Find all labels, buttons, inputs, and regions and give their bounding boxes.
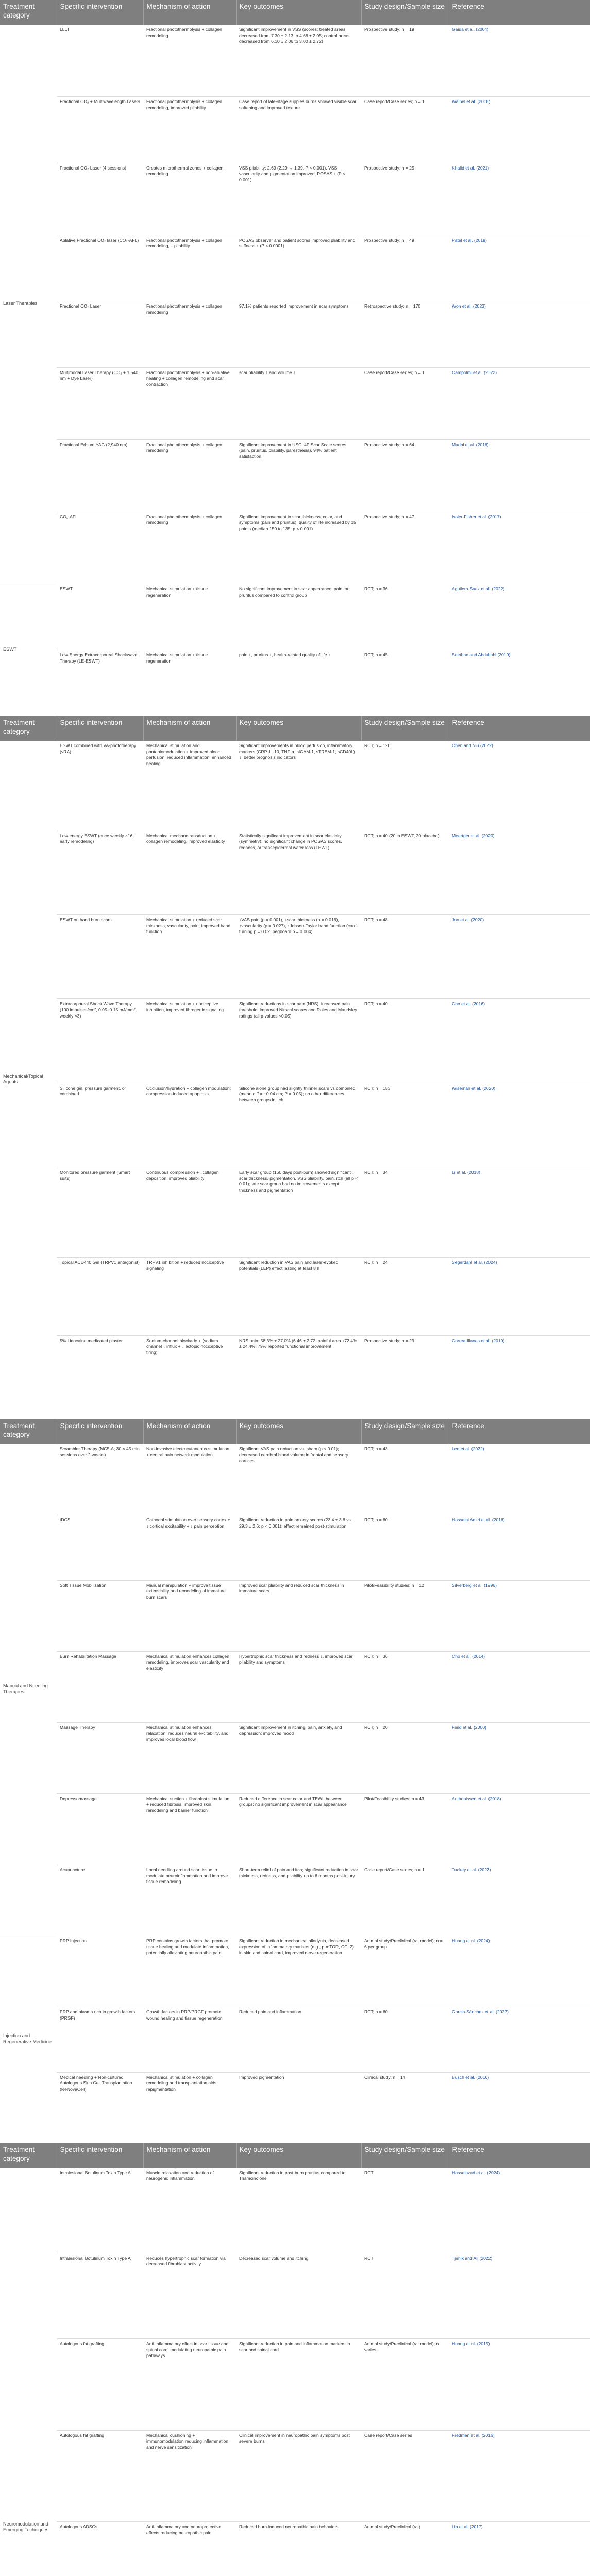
header-study-design: Study design/Sample size [361, 1419, 449, 1444]
header-treatment-category: Treatment category [0, 1419, 57, 1444]
intervention-cell: Fractional CO₂ + Multiwavelength Lasers [57, 97, 143, 163]
header-study-design: Study design/Sample size [361, 2143, 449, 2168]
study-design-cell: Prospective study; n = 49 [361, 235, 449, 301]
outcomes-cell: Improved scar pliability and reduced scar thickness in immature scars [236, 1580, 361, 1651]
reference-link[interactable]: Busch et al. (2016) [452, 2074, 490, 2080]
intervention-cell: Ablative Fractional CO₂ laser (CO₂-AFL) [57, 235, 143, 301]
table-row [0, 2072, 590, 2143]
reference-cell [449, 301, 590, 368]
outcomes-cell: Early scar group (160 days post-burn) showed significant ↓ scar thickness, pigmentation, VSS pliability, pain, itch (all p < 0.01); late scar group had no improvements except thickness and pigmentation [236, 1167, 361, 1258]
table-row [0, 1865, 590, 1936]
reference-link[interactable]: Hosseinzad et al. (2024) [452, 2170, 500, 2175]
outcomes-cell: Hypertrophic scar thickness and redness ↓, improved scar pliability and symptoms [236, 1651, 361, 1722]
reference-cell [449, 1335, 590, 1419]
reference-cell [449, 2007, 590, 2073]
reference-link[interactable]: Wiseman et al. (2020) [452, 1085, 496, 1091]
mechanism-cell: Fractional photothermolysis + collagen remodeling, improved pliability [143, 97, 236, 163]
reference-link[interactable]: Gaida et al. (2004) [452, 27, 489, 32]
study-design-cell: RCT; n = 40 (20 in ESWT, 20 placebo) [361, 831, 449, 914]
intervention-cell: Silicone gel, pressure garment, or combined [57, 1083, 143, 1167]
reference-link[interactable]: Field et al. (2000) [452, 1724, 486, 1730]
mechanism-cell: Mechanical stimulation enhances relaxation, reduces neural excitability, and improves local blood flow [143, 1722, 236, 1793]
study-design-cell: RCT; n = 34 [361, 1167, 449, 1258]
intervention-cell: Autologous ADSCs [57, 2522, 143, 2576]
outcomes-cell: Significant reductions in scar pain (NRS), increased pain threshold, improved Nirschl scores and Roles and Maudsley ratings (all p-values <0.05) [236, 999, 361, 1083]
reference-cell [449, 97, 590, 163]
header-study-design: Study design/Sample size [361, 0, 449, 25]
study-design-cell: Animal study/Preclinical (rat) [361, 2522, 449, 2576]
outcomes-cell: 97.1% patients reported improvement in scar symptoms [236, 301, 361, 368]
intervention-cell: Fractional CO₂ Laser [57, 301, 143, 368]
header-mechanism: Mechanism of action [143, 1419, 236, 1444]
table-row [0, 1722, 590, 1793]
reference-link[interactable]: Anthonissen et al. (2018) [452, 1795, 501, 1801]
reference-cell [449, 2338, 590, 2430]
study-design-cell: RCT; n = 60 [361, 2007, 449, 2073]
study-design-cell: Case report/Case series; n = 1 [361, 97, 449, 163]
header-reference: Reference [449, 0, 590, 25]
mechanism-cell: Cathodal stimulation over sensory cortex ± ↓ cortical excitability + ↓ pain perception [143, 1515, 236, 1581]
reference-cell [449, 367, 590, 439]
intervention-cell: CO₂-AFL [57, 512, 143, 584]
reference-link[interactable]: Issler-Fisher et al. (2017) [452, 514, 501, 519]
intervention-cell: Fractional CO₂ Laser (4 sessions) [57, 163, 143, 235]
intervention-cell: LLLT [60, 27, 70, 32]
intervention-cell: Soft Tissue Mobilization [57, 1580, 143, 1651]
header-reference: Reference [449, 1419, 590, 1444]
table-row [0, 915, 590, 999]
study-design-cell: RCT [361, 2253, 449, 2338]
reference-link[interactable]: Tjeriik and Ali (2022) [452, 2255, 493, 2261]
reference-link[interactable]: Tuckey et al. (2022) [452, 1867, 491, 1872]
study-design-cell: Case report/Case series; n = 1 [361, 367, 449, 439]
outcomes-cell: Significant reduction in pain and inflammation markers in scar and spinal cord [236, 2338, 361, 2430]
reference-cell [449, 1936, 590, 2007]
reference-link[interactable]: Lee et al. (2022) [452, 1446, 484, 1451]
table-row [0, 741, 590, 831]
intervention-cell: Intralesional Botulinum Toxin Type A [60, 2170, 131, 2175]
reference-link[interactable]: Segerdahl et al. (2024) [452, 1259, 497, 1265]
reference-link[interactable]: Cho et al. (2016) [452, 1001, 485, 1007]
reference-cell [449, 1793, 590, 1865]
table-row [0, 2253, 590, 2338]
table-row [0, 1936, 590, 2007]
outcomes-cell: Significant reduction in VAS pain and laser-evoked potentials (LEP) effect lasting at least 8 h [236, 1257, 361, 1335]
mechanism-cell: Non-invasive electrocutaneous stimulation + central pain network modulation [146, 1446, 229, 1458]
reference-cell [449, 1257, 590, 1335]
table-row [0, 1793, 590, 1865]
intervention-cell: Low-Energy Extracorporeal Shockwave Therapy (LE-ESWT) [57, 650, 143, 716]
table-row [0, 650, 590, 716]
treatment-category-cell: Neuromodulation and Emerging Techniques [3, 2521, 49, 2533]
table-row [0, 97, 590, 163]
mechanism-cell: Growth factors in PRP/PRGF promote wound healing and tissue regeneration [143, 2007, 236, 2073]
reference-cell [449, 1515, 590, 1581]
intervention-cell: Extracorporeal Shock Wave Therapy (100 impulses/cm², 0.05–0.15 mJ/mm², weekly ×3) [57, 999, 143, 1083]
table-row [0, 439, 590, 512]
table-row [0, 367, 590, 439]
header-mechanism: Mechanism of action [143, 716, 236, 741]
evidence-table-section-2 [0, 716, 590, 1419]
study-design-cell: RCT; n = 20 [361, 1722, 449, 1793]
intervention-cell: Autologous fat grafting [57, 2338, 143, 2430]
mechanism-cell: Anti-inflammatory and neuroprotective effects reducing neuropathic pain [143, 2522, 236, 2576]
mechanism-cell: Mechanical stimulation + tissue regeneration [143, 650, 236, 716]
outcomes-cell: Silicone alone group had slightly thinner scars vs combined (mean diff = −0.04 cm; P = 0.05); no other differences between groups in itch [236, 1083, 361, 1167]
reference-cell [449, 439, 590, 512]
mechanism-cell: Fractional photothermolysis + collagen remodeling, ↓ pliability [143, 235, 236, 301]
reference-link[interactable]: Aguilera-Saez et al. (2022) [452, 586, 505, 591]
reference-link[interactable]: Waibel et al. (2018) [452, 99, 491, 105]
reference-cell [449, 1167, 590, 1258]
table-header-row [0, 0, 590, 25]
outcomes-cell: Significant VAS pain reduction vs. sham (p < 0.01); decreased cerebral blood volume in frontal and sensory cortices [239, 1446, 348, 1464]
treatment-category-cell: Injection and Regenerative Medicine [0, 1936, 57, 2143]
reference-cell [449, 999, 590, 1083]
table-row [0, 2430, 590, 2522]
reference-cell [449, 741, 590, 831]
study-design-cell: RCT; n = 40 [361, 999, 449, 1083]
table-row [0, 1444, 590, 1515]
intervention-cell: Medical needling + Non-cultured Autologous Skin Cell Transplantation (ReNovaCell) [57, 2072, 143, 2143]
reference-cell [449, 1580, 590, 1651]
mechanism-cell: Reduces hypertrophic scar formation via decreased fibroblast activity [143, 2253, 236, 2338]
table-header-row [0, 1419, 590, 1444]
mechanism-cell: Manual manipulation + improve tissue extensibility and remodeling of immature burn scars [143, 1580, 236, 1651]
table-row [0, 2338, 590, 2430]
study-design-cell: RCT; n = 48 [361, 915, 449, 999]
intervention-cell: Scrambler Therapy (MC5-A; 30 × 45 min sessions over 2 weeks) [60, 1446, 140, 1458]
mechanism-cell: Local needling around scar tissue to modulate neuroinflammation and improve tissue remodeling [143, 1865, 236, 1936]
outcomes-cell: Significant improvement in VSS (scores: treated areas decreased from 7.30 ± 2.13 to 4.68 ± 2.05; control areas decreased from 6.10 ± 2.06 to 3.00 ± 2.72) [239, 27, 350, 44]
reference-link[interactable]: Won et al. (2023) [452, 303, 486, 309]
outcomes-cell: ↓VAS pain (p = 0.001), ↓scar thickness (p = 0.016), ↑vascularity (p = 0.027), ↑Jebsen-Taylor hand function (card-turning p = 0.02, pegboard p = 0.004) [236, 915, 361, 999]
mechanism-cell: Occlusion/hydration + collagen modulation; compression-induced apoptosis [143, 1083, 236, 1167]
table-row [0, 999, 590, 1083]
table-row [0, 1335, 590, 1419]
study-design-cell: RCT; n = 24 [361, 1257, 449, 1335]
outcomes-cell: Reduced pain and inflammation [236, 2007, 361, 2073]
reference-link[interactable]: Khalid et al. (2021) [452, 165, 490, 171]
reference-cell [449, 2072, 590, 2143]
outcomes-cell: Case report of late-stage supples burns showed visible scar softening and improved texture [236, 97, 361, 163]
mechanism-cell: Fractional photothermolysis + collagen remodeling [143, 439, 236, 512]
reference-cell [449, 2168, 590, 2253]
evidence-table-section-1 [0, 0, 590, 716]
intervention-cell: PRP Injection [57, 1936, 143, 2007]
outcomes-cell: Significant reduction in mechanical allodynia, decreased expression of inflammatory markers (e.g., p-mTOR, CCL2) in skin and spinal cord, improved nerve regeneration [236, 1936, 361, 2007]
reference-cell [449, 1651, 590, 1722]
table-row [0, 301, 590, 368]
table-row [0, 584, 590, 650]
header-specific-intervention: Specific intervention [57, 716, 143, 741]
study-design-cell: Animal study/Preclinical (rat model); n varies [361, 2338, 449, 2430]
outcomes-cell: Significant reduction in pain anxiety scores (23.4 ± 3.8 vs. 29.3 ± 2.6; p < 0.001); effect remained post-stimulation [236, 1515, 361, 1581]
header-key-outcomes: Key outcomes [236, 0, 361, 25]
reference-link[interactable]: Huang et al. (2015) [452, 2341, 490, 2346]
reference-cell [449, 2253, 590, 2338]
reference-cell [449, 584, 590, 650]
header-reference: Reference [449, 2143, 590, 2168]
evidence-table-section-3 [0, 1419, 590, 2143]
reference-cell [449, 1083, 590, 1167]
outcomes-cell: Significant improvements in blood perfusion, inflammatory markers (CRP, IL-10, TNF-α, sICAM-1, sTREM-1, sCD40L) ↓, better prognosis indicators [239, 742, 355, 760]
treatment-category-cell: ESWT [0, 584, 57, 716]
intervention-cell: ESWT on hand burn scars [57, 915, 143, 999]
mechanism-cell: Fractional photothermolysis + collagen remodeling [143, 301, 236, 368]
intervention-cell: Low-energy ESWT (once weekly ×16; early remodeling) [57, 831, 143, 914]
intervention-cell: Multimodal Laser Therapy (CO₂ + 1,540 nm + Dye Laser) [57, 367, 143, 439]
treatment-category-cell: Mechanical/Topical Agents [3, 1073, 43, 1085]
study-design-cell: Case report/Case series; n = 1 [361, 1865, 449, 1936]
mechanism-cell: Creates microthermal zones + collagen remodeling [143, 163, 236, 235]
mechanism-cell: Sodium-channel blockade + (sodium channel ↓ influx + ↓ ectopic nociceptive firing) [143, 1335, 236, 1419]
header-treatment-category: Treatment category [0, 716, 57, 741]
table-row [0, 512, 590, 584]
reference-cell [449, 1722, 590, 1793]
study-design-cell: RCT; n = 43 [364, 1446, 388, 1451]
mechanism-cell: TRPV1 inhibition + reduced nociceptive signaling [143, 1257, 236, 1335]
mechanism-cell: Mechanical stimulation + nociceptive inhibition, improved fibrogenic signaling [143, 999, 236, 1083]
intervention-cell: Depressomassage [57, 1793, 143, 1865]
intervention-cell: tDCS [57, 1515, 143, 1581]
header-key-outcomes: Key outcomes [236, 2143, 361, 2168]
intervention-cell: Topical ACD440 Gel (TRPV1 antagonist) [57, 1257, 143, 1335]
reference-cell [449, 1865, 590, 1936]
study-design-cell: Animal study/Preclinical (rat model); n = 6 per group [361, 1936, 449, 2007]
reference-cell [449, 915, 590, 999]
intervention-cell: Monitored pressure garment (Smart suits) [57, 1167, 143, 1258]
study-design-cell: Pilot/Feasibility studies; n = 12 [361, 1580, 449, 1651]
mechanism-cell: Fractional photothermolysis + non-ablative heating + collagen remodeling and scar contraction [143, 367, 236, 439]
mechanism-cell: Fractional photothermolysis + collagen remodeling [146, 27, 222, 38]
reference-cell [449, 1444, 590, 1515]
table-row [0, 1515, 590, 1581]
study-design-cell: RCT; n = 120 [364, 742, 391, 748]
reference-cell [449, 235, 590, 301]
table-row [0, 1257, 590, 1335]
mechanism-cell: Mechanical stimulation + collagen remodeling and transplantation aids repigmentation [143, 2072, 236, 2143]
header-specific-intervention: Specific intervention [57, 2143, 143, 2168]
reference-link[interactable]: Correa-Illanes et al. (2019) [452, 1337, 505, 1343]
outcomes-cell: POSAS observer and patient scores improved pliability and stiffness ↑ (P < 0.0001) [236, 235, 361, 301]
treatment-category-cell: Manual and Needling Therapies [3, 1683, 48, 1695]
outcomes-cell: VSS pliability: 2.69 (2.29 → 1.39, P < 0.001), VSS vascularity and pigmentation improved, POSAS ↓ (P < 0.001) [236, 163, 361, 235]
study-design-cell: RCT [364, 2170, 374, 2175]
header-specific-intervention: Specific intervention [57, 0, 143, 25]
intervention-cell: ESWT combined with VA-phototherapy (vRA) [60, 742, 137, 754]
evidence-table-section-4 [0, 2143, 590, 2576]
reference-cell [449, 2522, 590, 2576]
table-row [0, 163, 590, 235]
reference-link[interactable]: Lin et al. (2017) [452, 2524, 483, 2530]
outcomes-cell: Short-term relief of pain and itch; significant reduction in scar thickness, redness, and pliability up to 6 months post-injury [236, 1865, 361, 1936]
table-row [0, 1167, 590, 1258]
intervention-cell: 5% Lidocaine medicated plaster [57, 1335, 143, 1419]
mechanism-cell: PRP contains growth factors that promote tissue healing and modulate inflammation, potentially alleviating neuropathic pain [143, 1936, 236, 2007]
mechanism-cell: Mechanical suction + fibroblast stimulation + reduced fibrosis, improved skin remodeling and barrier function [143, 1793, 236, 1865]
reference-link[interactable]: Chen and Niu (2022) [452, 742, 493, 748]
reference-link[interactable]: Cho et al. (2014) [452, 1653, 485, 1659]
study-design-cell: Case report/Case series [361, 2430, 449, 2522]
outcomes-cell: Significant reduction in post-burn pruritus compared to Triamcinolone [239, 2170, 346, 2181]
outcomes-cell: Clinical improvement in neuropathic pain symptoms post severe burns [236, 2430, 361, 2522]
mechanism-cell: Anti-inflammatory effect in scar tissue and spinal cord, modulating neuropathic pain pathways [143, 2338, 236, 2430]
table-row [0, 831, 590, 914]
table-header-row [0, 2143, 590, 2168]
reference-link[interactable]: Hosseini Amiri et al. (2016) [452, 1517, 505, 1523]
study-design-cell: Prospective study; n = 64 [361, 439, 449, 512]
study-design-cell: Clinical study; n = 14 [361, 2072, 449, 2143]
reference-cell [449, 512, 590, 584]
reference-link[interactable]: Huang et al. (2024) [452, 1938, 490, 1944]
header-mechanism: Mechanism of action [143, 2143, 236, 2168]
reference-link[interactable]: Meertger et al. (2020) [452, 833, 495, 838]
reference-link[interactable]: Campolmi et al. (2022) [452, 369, 497, 375]
header-treatment-category: Treatment category [0, 0, 57, 25]
reference-link[interactable]: Seethan and Abdullahi (2019) [452, 652, 511, 658]
reference-link[interactable]: Fredman et al. (2016) [452, 2432, 495, 2438]
header-mechanism: Mechanism of action [143, 0, 236, 25]
study-design-cell: Prospective study; n = 29 [361, 1335, 449, 1419]
table-row [0, 2522, 590, 2576]
intervention-cell: Intralesional Botulinum Toxin Type A [57, 2253, 143, 2338]
header-treatment-category: Treatment category [0, 2143, 57, 2168]
reference-cell [449, 650, 590, 716]
mechanism-cell: Continuous compression + ↓collagen deposition, improved pliability [143, 1167, 236, 1258]
table-row [0, 2168, 590, 2253]
mechanism-cell: Muscle relaxation and reduction of neurogenic inflammation [146, 2170, 214, 2181]
study-design-cell: RCT; n = 153 [361, 1083, 449, 1167]
intervention-cell: Burn Rehabilitation Massage [57, 1651, 143, 1722]
outcomes-cell: Decreased scar volume and itching [236, 2253, 361, 2338]
study-design-cell: RCT; n = 60 [361, 1515, 449, 1581]
outcomes-cell: Improved pigmentation [236, 2072, 361, 2143]
reference-link[interactable]: Patel et al. (2019) [452, 237, 487, 243]
reference-cell [449, 25, 590, 97]
mechanism-cell: Mechanical stimulation enhances collagen remodeling, improves scar vascularity and elasticity [143, 1651, 236, 1722]
outcomes-cell: Significant improvement in USC, 4P Scar Scale scores (pain, pruritus, pliability, paresthesia), 94% patient satisfaction [236, 439, 361, 512]
intervention-cell: PRP and plasma rich in growth factors (PRGF) [57, 2007, 143, 2073]
study-design-cell: Retrospective study; n = 170 [361, 301, 449, 368]
reference-link[interactable]: Li et al. (2018) [452, 1170, 480, 1175]
table-row [0, 1083, 590, 1167]
treatment-category-cell: Laser Therapies [3, 300, 38, 306]
outcomes-cell: Significant improvement in scar thickness, color, and symptoms (pain and pruritus), quality of life increased by 15 points (median 150 to 135; p < 0.001) [236, 512, 361, 584]
outcomes-cell: scar pliability ↑ and volume ↓ [236, 367, 361, 439]
study-design-cell: RCT; n = 36 [361, 584, 449, 650]
reference-cell [449, 831, 590, 914]
header-key-outcomes: Key outcomes [236, 1419, 361, 1444]
table-row [0, 2007, 590, 2073]
table-row [0, 1580, 590, 1651]
header-specific-intervention: Specific intervention [57, 1419, 143, 1444]
mechanism-cell: Mechanical stimulation and photobiomodulation + improved blood perfusion, reduced inflammation, enhanced healing [146, 742, 231, 766]
mechanism-cell: Mechanical mechanotransduction + collagen remodeling, improved elasticity [143, 831, 236, 914]
study-design-cell: Pilot/Feasibility studies; n = 43 [361, 1793, 449, 1865]
mechanism-cell: Mechanical stimulation + reduced scar thickness, vascularity, pain, improved hand function [143, 915, 236, 999]
mechanism-cell: Mechanical cushioning + immunomodulation reducing inflammation and nerve sensitization [143, 2430, 236, 2522]
table-row [0, 25, 590, 97]
reference-link[interactable]: Garcia-Sánchez et al. (2022) [452, 2009, 509, 2015]
table-header-row [0, 716, 590, 741]
outcomes-cell: Statistically significant improvement in scar elasticity (symmetry); no significant change in POSAS scores, redness, or transepidermal water loss (TEWL) [236, 831, 361, 914]
reference-link[interactable]: Silverberg et al. (1996) [452, 1582, 497, 1588]
study-design-cell: Prospective study; n = 25 [361, 163, 449, 235]
intervention-cell: ESWT [57, 584, 143, 650]
outcomes-cell: Reduced burn-induced neuropathic pain behaviors [236, 2522, 361, 2576]
study-design-cell: RCT; n = 36 [361, 1651, 449, 1722]
reference-link[interactable]: Joo et al. (2020) [452, 917, 484, 923]
table-row [0, 235, 590, 301]
reference-link[interactable]: Madni et al. (2016) [452, 442, 489, 447]
intervention-cell: Autologous fat grafting [57, 2430, 143, 2522]
study-design-cell: Prospective study; n = 19 [364, 27, 414, 32]
study-design-cell: Prospective study; n = 47 [361, 512, 449, 584]
outcomes-cell: Significant improvement in itching, pain, anxiety, and depression; improved mood [236, 1722, 361, 1793]
outcomes-cell: No significant improvement in scar appearance, pain, or pruritus compared to control group [236, 584, 361, 650]
outcomes-cell: NRS pain: 58.3% ± 27.0% (6.46 ± 2.72, painful area ↓72.4% ± 24.4%; 79% reported functional improvement [236, 1335, 361, 1419]
intervention-cell: Acupuncture [57, 1865, 143, 1936]
study-design-cell: RCT; n = 45 [361, 650, 449, 716]
mechanism-cell: Fractional photothermolysis + collagen remodeling [143, 512, 236, 584]
header-key-outcomes: Key outcomes [236, 716, 361, 741]
intervention-cell: Massage Therapy [57, 1722, 143, 1793]
outcomes-cell: Reduced difference in scar color and TEWL between groups; no significant improvement in scar appearance [236, 1793, 361, 1865]
mechanism-cell: Mechanical stimulation + tissue regeneration [143, 584, 236, 650]
table-row [0, 1651, 590, 1722]
intervention-cell: Fractional Erbium:YAG (2,940 nm) [57, 439, 143, 512]
outcomes-cell: pain ↓, pruritus ↓, health-related quality of life ↑ [236, 650, 361, 716]
header-study-design: Study design/Sample size [361, 716, 449, 741]
reference-cell [449, 2430, 590, 2522]
reference-cell [449, 163, 590, 235]
header-reference: Reference [449, 716, 590, 741]
